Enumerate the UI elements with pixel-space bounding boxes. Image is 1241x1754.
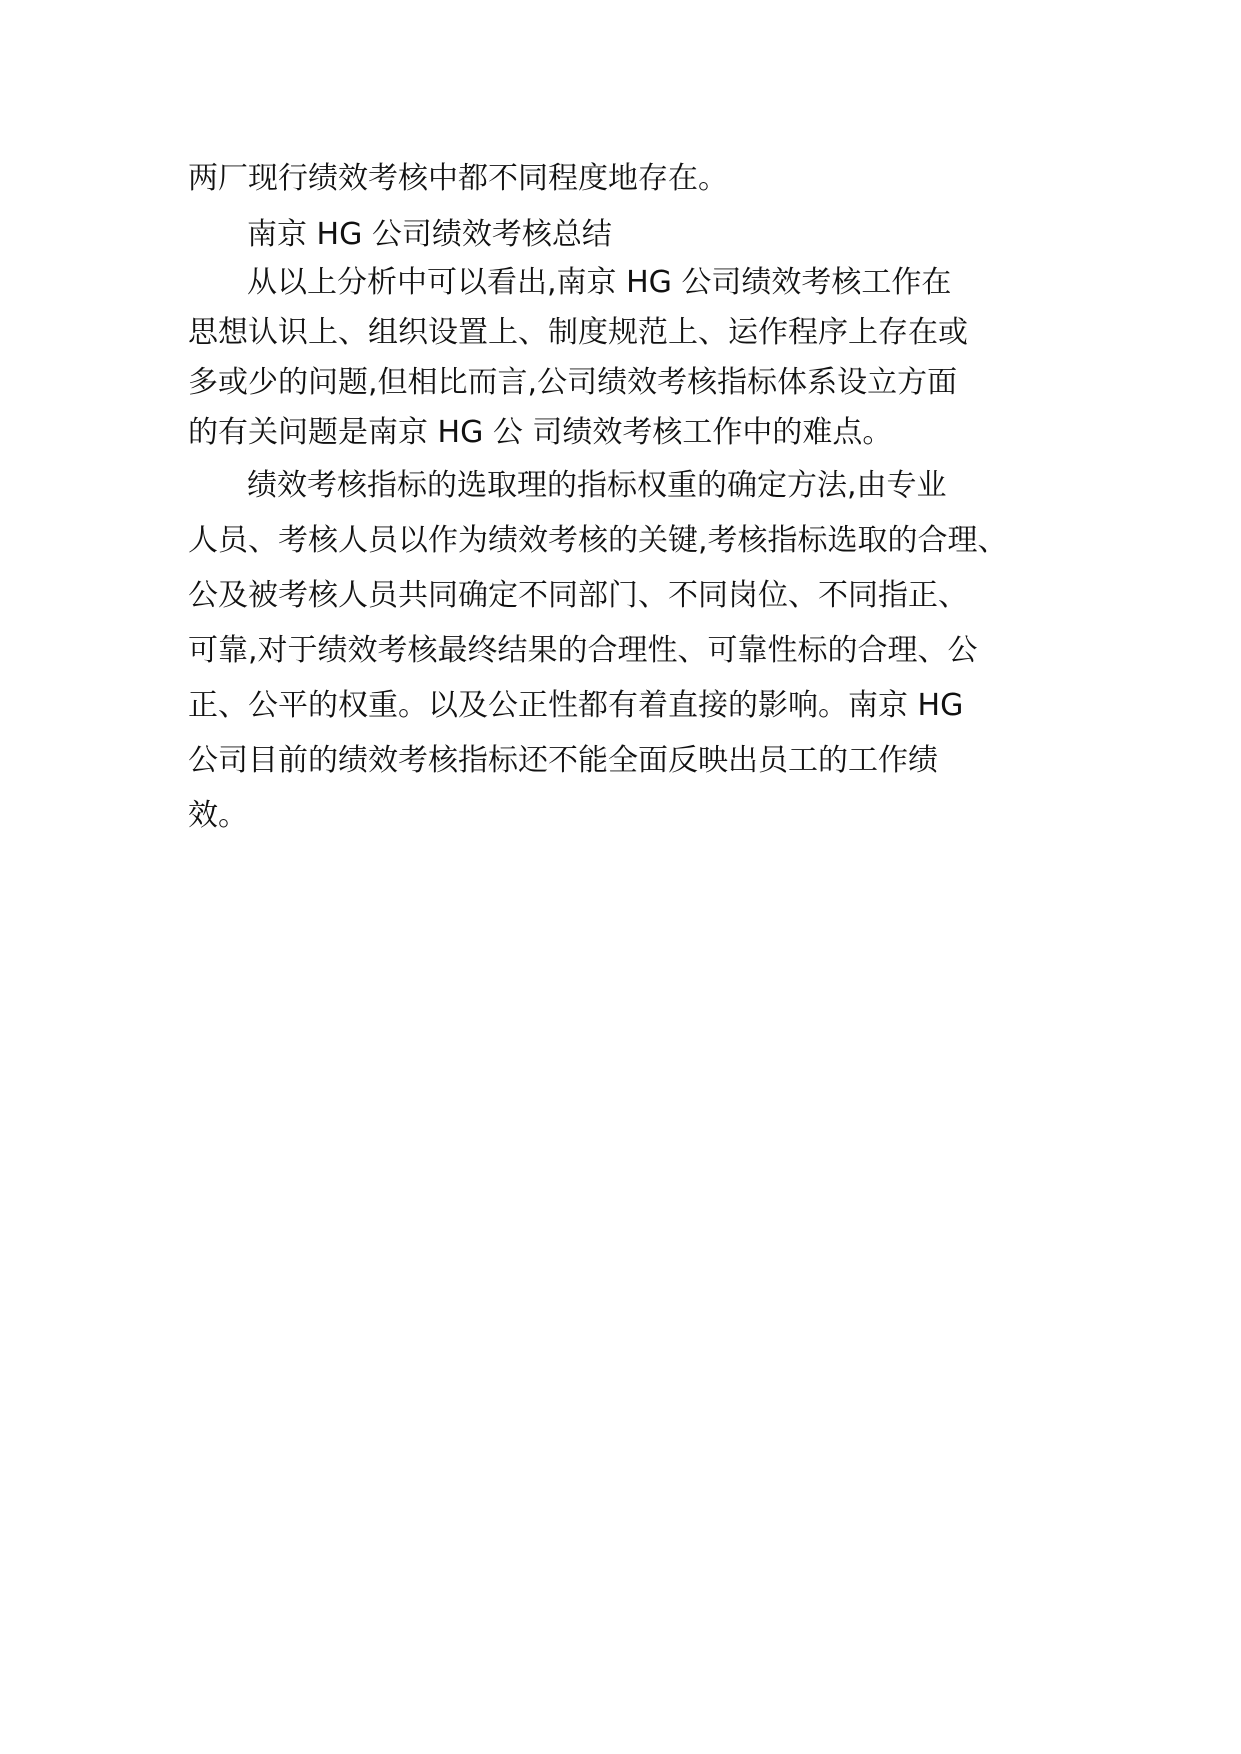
text-line: 正、公平的权重。以及公正性都有着直接的影响。南京 HG (188, 688, 964, 723)
text-line: 思想认识上、组织设置上、制度规范上、运作程序上存在或 (188, 315, 968, 350)
section-heading (188, 208, 1127, 261)
paragraph-continuation (188, 152, 1068, 205)
text-line: 绩效考核指标的选取理的指标权重的确定方法,由专业 (247, 468, 947, 503)
text-line: 公司目前的绩效考核指标还不能全面反映出员工的工作绩 (188, 743, 938, 778)
text-line: 多或少的问题,但相比而言,公司绩效考核指标体系设立方面 (188, 365, 958, 400)
paragraph-indicators (188, 458, 1068, 843)
heading-text: 南京 HG 公司绩效考核总结 (247, 217, 612, 252)
text-line: 效。 (188, 798, 248, 833)
text-line: 可靠,对于绩效考核最终结果的合理性、可靠性标的合理、公 (188, 633, 978, 668)
text-line: 人员、考核人员以作为绩效考核的关键,考核指标选取的合理、 (188, 523, 1008, 558)
text-line: 公及被考核人员共同确定不同部门、不同岗位、不同指正、 (188, 578, 968, 613)
paragraph-summary (188, 258, 1068, 458)
text-line: 的有关问题是南京 HG 公 司绩效考核工作中的难点。 (188, 415, 893, 450)
text-line: 两厂现行绩效考核中都不同程度地存在。 (188, 161, 728, 196)
text-line: 从以上分析中可以看出,南京 HG 公司绩效考核工作在 (247, 265, 952, 300)
